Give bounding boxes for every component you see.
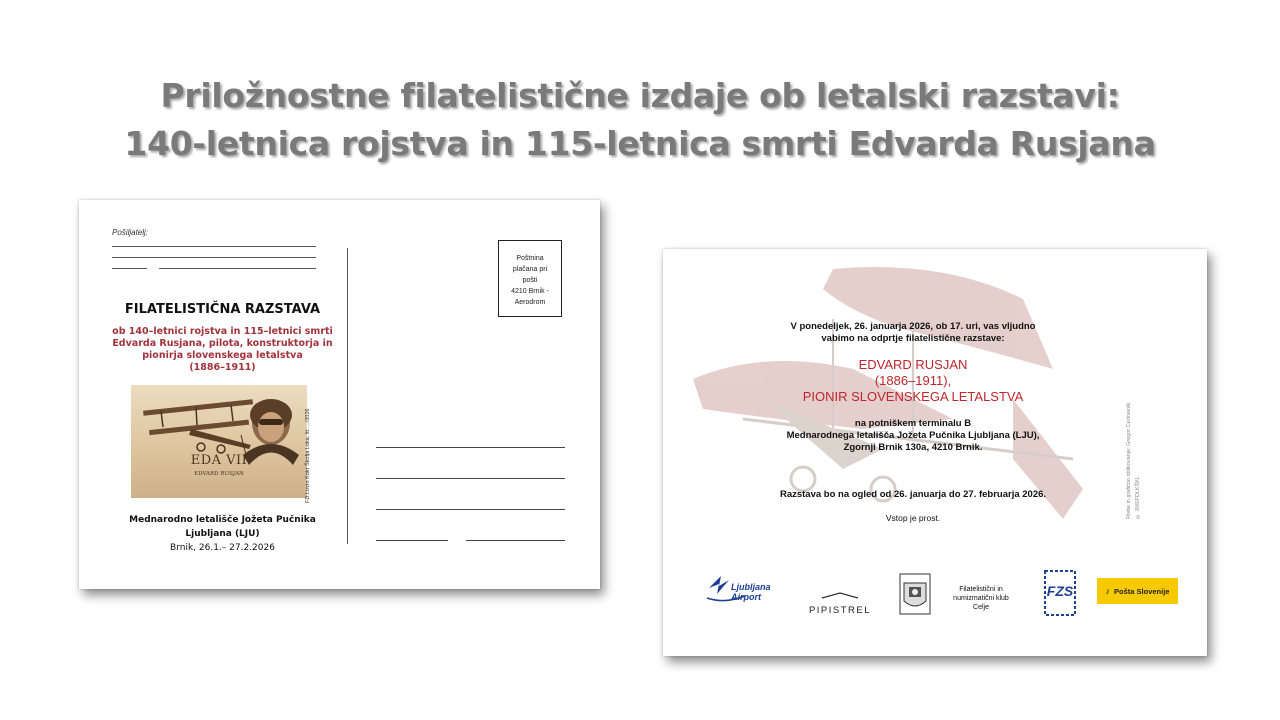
sender-label: Pošiljatelj: bbox=[112, 228, 149, 237]
ljubljana-airport-logo bbox=[705, 574, 777, 612]
slide-title-line-1: Priložnostne filatelistične izdaje ob letalski razstavi: bbox=[160, 76, 1120, 115]
slide-title-line-2: 140-letnica rojstva in 115-letnica smrti Edvarda Rusjana bbox=[124, 124, 1156, 163]
stamp-side-note: FD Lovro Kokr Škofja Loka, št. .../2026 bbox=[305, 408, 311, 503]
address-line bbox=[376, 447, 565, 448]
invitation-intro bbox=[703, 321, 1123, 345]
club-line: Celje bbox=[973, 604, 989, 611]
postage-text: plačana pri bbox=[512, 266, 548, 273]
address-line bbox=[376, 478, 565, 479]
pipistrel-logo bbox=[804, 587, 876, 616]
slide-title bbox=[0, 72, 1280, 168]
address-line bbox=[466, 540, 565, 541]
postage-text: pošti bbox=[522, 277, 538, 284]
title-line: PIONIR SLOVENSKEGA LETALSTVA bbox=[802, 389, 1024, 404]
address-line bbox=[376, 509, 565, 510]
postage-paid-box bbox=[498, 240, 562, 317]
address-line bbox=[376, 540, 448, 541]
posthorn-icon: ♪ bbox=[1105, 586, 1111, 596]
postcard-footer bbox=[99, 513, 346, 555]
airport-logo-text: Ljubljana bbox=[731, 582, 771, 592]
coat-of-arms-icon bbox=[899, 573, 931, 615]
footer-line: Brnik, 26.1.– 27.2.2026 bbox=[170, 543, 275, 553]
invitation-title bbox=[703, 357, 1123, 405]
postage-text: 4210 Brnik - bbox=[511, 288, 549, 295]
posta-logo-text: Pošta Slovenije bbox=[1114, 586, 1170, 596]
design-credit bbox=[1125, 359, 1147, 519]
stamp-eda-text: EDA VII bbox=[190, 453, 248, 468]
club-line: Filatelistični in bbox=[959, 586, 1003, 593]
invitation-free-entry: Vstop je prost. bbox=[885, 513, 941, 523]
subtitle-line: Edvarda Rusjana, pilota, konstruktorja in bbox=[112, 338, 333, 349]
intro-line: V ponedeljek, 26. januarja 2026, ob 17. uri, vas vljudno bbox=[790, 321, 1036, 332]
invitation-dates: Razstava bo na ogled od 26. januarja do 27. februarja 2026. bbox=[779, 489, 1047, 500]
place-line: Mednarodnega letališča Jožeta Pučnika Ljubljana (LJU), bbox=[786, 430, 1040, 441]
fzs-logo bbox=[1044, 570, 1076, 616]
postcard-subtitle bbox=[99, 326, 346, 374]
biplane-portrait-illustration bbox=[131, 385, 307, 498]
sender-line bbox=[112, 268, 147, 269]
pipistrel-wing-icon bbox=[804, 592, 876, 600]
celje-coat-of-arms-logo bbox=[899, 573, 931, 615]
fzs-logo-text: FZS bbox=[1046, 583, 1074, 599]
stamp-name-text: EDVARD RUSJAN bbox=[194, 471, 244, 477]
subtitle-line: pionirja slovenskega letalstva bbox=[142, 350, 303, 361]
subtitle-line: (1886–1911) bbox=[189, 362, 256, 373]
title-line: (1886–1911), bbox=[874, 373, 952, 388]
credit-line: © JMSFDLKŠKL bbox=[1135, 476, 1141, 519]
intro-line: vabimo na odprtje filatelistične razstave: bbox=[821, 333, 1005, 344]
footer-line: Ljubljana (LJU) bbox=[185, 529, 260, 539]
footer-line: Mednarodno letališče Jožeta Pučnika bbox=[129, 515, 316, 525]
sender-line bbox=[112, 257, 316, 258]
posta-slovenije-logo bbox=[1097, 578, 1178, 604]
postcard-heading: FILATELISTIČNA RAZSTAVA bbox=[124, 302, 321, 317]
invitation-place bbox=[703, 418, 1123, 454]
postage-text: Aerodrom bbox=[514, 299, 546, 306]
sender-line bbox=[159, 268, 316, 269]
airport-logo-text: Airport bbox=[731, 592, 761, 602]
pipistrel-logo-text: PIPISTREL bbox=[808, 605, 872, 616]
postcard-divider bbox=[347, 248, 348, 544]
postage-text: Poštnina bbox=[516, 255, 544, 262]
club-line: numizmatični klub bbox=[953, 595, 1009, 602]
credit-line: Risbe in grafično oblikovanje: Gregor Cerkvenik, bbox=[1126, 401, 1132, 519]
club-name bbox=[946, 585, 1016, 612]
subtitle-line: ob 140–letnici rojstva in 115–letnici smrti bbox=[112, 326, 333, 337]
invitation-card bbox=[663, 249, 1207, 656]
place-line: Zgornji Brnik 130a, 4210 Brnik. bbox=[843, 442, 983, 453]
sender-line bbox=[112, 246, 316, 247]
postcard bbox=[79, 200, 600, 589]
title-line: EDVARD RUSJAN bbox=[858, 357, 968, 372]
place-line: na potniškem terminalu B bbox=[854, 418, 972, 429]
stamp-illustration bbox=[131, 385, 307, 498]
